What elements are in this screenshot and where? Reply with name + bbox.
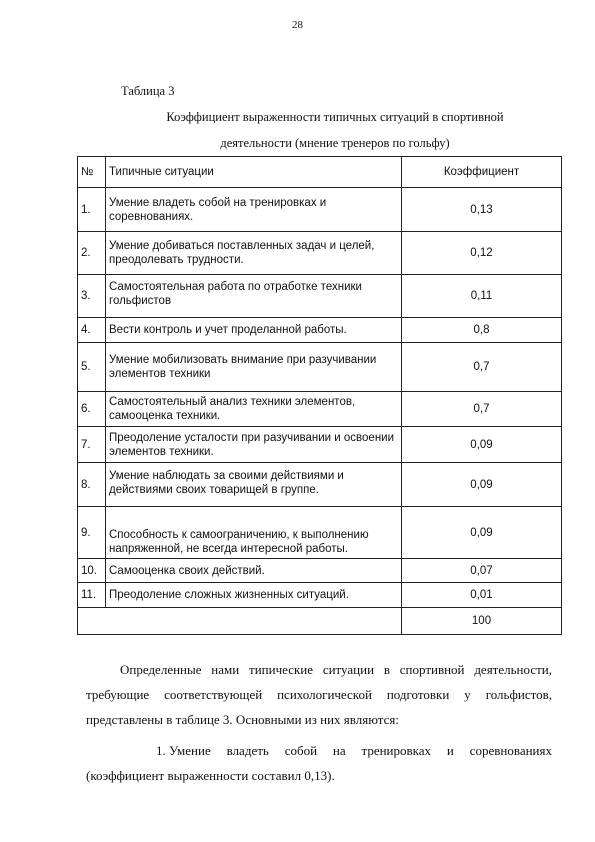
table-row: [78, 559, 562, 583]
table-row: [78, 463, 562, 507]
row-situation: Самооценка своих действий.: [106, 559, 402, 583]
table-row: [78, 507, 562, 559]
list-item-1: [86, 738, 552, 788]
row-coefficient: 0,07: [402, 559, 562, 583]
row-number: 1.: [78, 188, 106, 232]
paragraph-1: Определенные нами типические ситуации в спортивной деятельности, требующие соответствующей психологической подготовки у гольфистов, представлены в таблице 3. Основными из них являются:: [86, 662, 552, 727]
row-situation: Умение добиваться поставленных задач и целей, преодолевать трудности.: [106, 232, 402, 275]
table-row: [78, 392, 562, 427]
row-number: 6.: [78, 392, 106, 427]
row-coefficient: 0,01: [402, 583, 562, 608]
row-situation: [106, 463, 402, 507]
row-number: 9.: [78, 507, 106, 559]
row-number: 8.: [78, 463, 106, 507]
row-situation: Способность к самоограничению, к выполнению напряженной, не всегда интересной работы.: [106, 507, 402, 559]
row-number: 4.: [78, 318, 106, 343]
row-number: 3.: [78, 275, 106, 318]
header-coefficient: Коэффициент: [402, 157, 562, 188]
row-situation-text: Умение наблюдать за своими действиями и действиями своих товарищей в группе.: [109, 469, 344, 496]
row-coefficient: 0,12: [402, 232, 562, 275]
row-number: 7.: [78, 427, 106, 463]
table-label: Таблица 3: [121, 84, 175, 98]
row-situation: Умение мобилизовать внимание при разучивании элементов техники: [106, 343, 402, 392]
table-row: [78, 275, 562, 318]
row-situation: Преодоление сложных жизненных ситуаций.: [106, 583, 402, 608]
row-number: 5.: [78, 343, 106, 392]
row-situation: [106, 275, 402, 318]
row-coefficient: 0,09: [402, 427, 562, 463]
row-coefficient: 0,7: [402, 343, 562, 392]
table-row: [78, 188, 562, 232]
row-number: 11.: [78, 583, 106, 608]
table-row: [78, 232, 562, 275]
row-situation: Вести контроль и учет проделанной работы.: [106, 318, 402, 343]
row-coefficient: 0,13: [402, 188, 562, 232]
table-header-row: [78, 157, 562, 188]
header-number: №: [78, 157, 106, 188]
total-empty-cell: [78, 608, 402, 635]
row-coefficient: 0,09: [402, 463, 562, 507]
table-title-line2: деятельности (мнение тренеров по гольфу): [220, 136, 450, 150]
table-title-line1: Коэффициент выраженности типичных ситуаций в спортивной: [166, 110, 504, 124]
table-row: [78, 427, 562, 463]
total-value: 100: [402, 608, 562, 635]
row-number: 2.: [78, 232, 106, 275]
table-row: [78, 318, 562, 343]
page-number: 28: [292, 19, 303, 31]
table-row: [78, 583, 562, 608]
table-row: [78, 343, 562, 392]
row-situation: Умение владеть собой на тренировках и соревнованиях.: [106, 188, 402, 232]
row-coefficient: 0,7: [402, 392, 562, 427]
list-item-number: 1.: [156, 743, 166, 758]
list-item-text: Умение владеть собой на тренировках и соревнованиях (коэффициент выраженности составил 0,13).: [86, 743, 552, 783]
header-situation: Типичные ситуации: [106, 157, 402, 188]
row-number: 10.: [78, 559, 106, 583]
row-situation: Преодоление усталости при разучивании и освоении элементов техники.: [106, 427, 402, 463]
row-coefficient: 0,11: [402, 275, 562, 318]
row-coefficient: 0,09: [402, 507, 562, 559]
row-situation: Самостоятельный анализ техники элементов, самооценка техники.: [106, 392, 402, 427]
row-situation-text: Самостоятельная работа по отработке техники гольфистов: [109, 281, 362, 307]
row-coefficient: 0,8: [402, 318, 562, 343]
table-total-row: [78, 608, 562, 635]
situations-table: [77, 156, 562, 635]
